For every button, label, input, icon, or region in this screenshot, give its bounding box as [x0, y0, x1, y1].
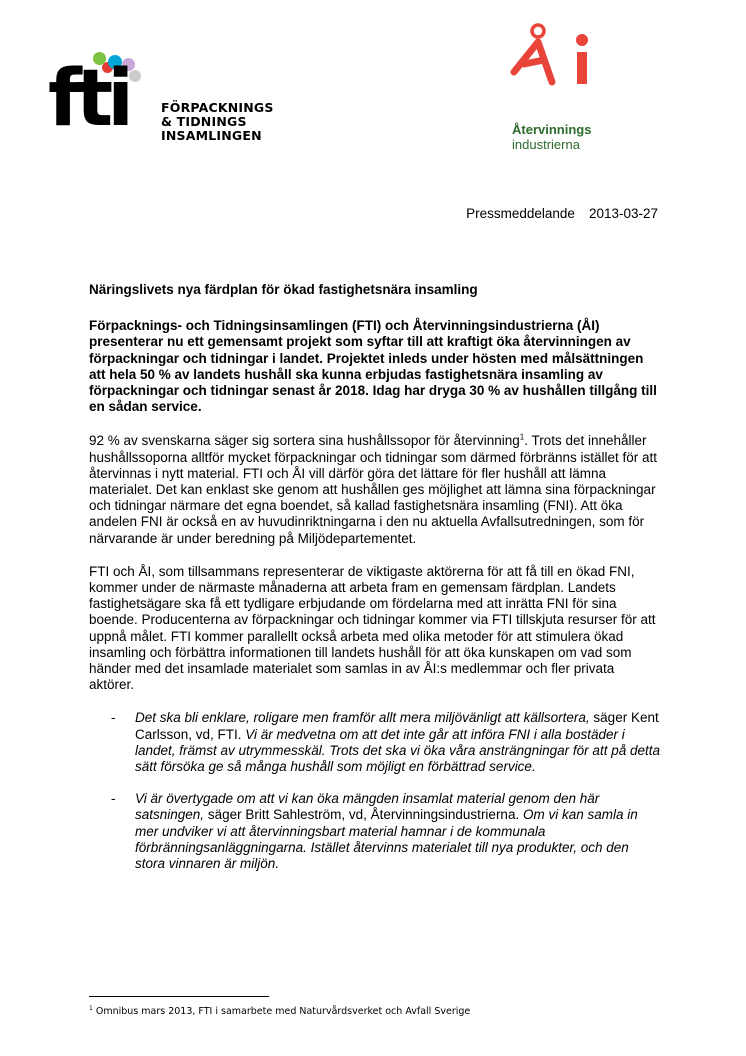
fti-logo-text — [161, 101, 274, 143]
quote-text: Det ska bli enklare, roligare men framför allt mera miljövänligt att källsortera, — [135, 710, 590, 726]
ai-mark-icon — [508, 22, 608, 102]
quote-list — [89, 710, 661, 872]
quote-item — [89, 791, 661, 872]
paragraph-text: 92 % av svenskarna säger sig sortera sina hushållssopor för återvinning — [89, 433, 520, 449]
fti-wordmark: fti — [48, 54, 128, 144]
ai-logo — [502, 22, 622, 162]
ai-logo-name-line2: industrierna — [512, 137, 580, 152]
footnote-separator — [89, 996, 269, 997]
fti-dot-grey — [129, 70, 141, 82]
quote-text: Vi är övertygade om att vi kan öka mängden insamlat material genom den här satsningen, — [135, 791, 600, 823]
footnote — [89, 1006, 470, 1017]
quote-text: Vi är medvetna om att det inte går att införa FNI i alla bostäder i landet, främst av utrymmesskäl. Trots det ska vi öka våra ansträngningar för att på detta sätt försöka ge så många hushåll som möjligt en förbättrad service. — [135, 726, 660, 775]
press-date: 2013-03-27 — [588, 206, 658, 221]
paragraph-text: . Trots det innehåller hushållssoporna alltför mycket förpackningar och tidningar som därmed förbränns istället för att återvinnas i nytt material. FTI och ÅI vill därför göra det lättare för fler hushåll att lämna materialet. Det kan enklast ske genom att hushållen ges möjlighet att lämna sina förpackningar och tidningar närmare det egna boendet, så kallad fastighetsnära insamling (FNI). Att öka andelen FNI är också en av huvudinriktningarna i den nu aktuella Avfallsutredningen, som för närvarande är under beredning på Miljödepartementet. — [89, 433, 658, 546]
article-paragraph-2: FTI och ÅI, som tillsammans representerar de viktigaste aktörerna för att få till en ökad FNI, kommer under de närmaste månaderna att arbeta fram en gemensam färdplan. Landets fastighetsägare ska få ett tydligare erbjudande om fördelarna med att inrätta FNI för sina boende. Producenterna av förpackningar och tidningar kommer via FTI tillskjuta resurser för att uppnå målet. FTI kommer parallellt också arbeta med olika metoder för att stimulera ökad insamling och förbättra informationen till landets hushåll för att öka kunskapen om vad som händer med det insamlade materialet som samlas in av ÅI:s medlemmar och fler privata aktörer. — [89, 563, 656, 693]
quote-item — [89, 710, 661, 775]
article-lead: Förpacknings- och Tidningsinsamlingen (FTI) och Återvinningsindustrierna (ÅI) presenterar nu ett gemensamt projekt som syftar till att kraftigt öka återvinningen av förpackningar och tidningar i landet. Projektet inleds under hösten med målsättningen att hela 50 % av landets hushåll ska kunna erbjudas fastighetsnära insamling av förpackningar och tidningar senast år 2018. Idag har dryga 30 % av hushållen tillgång till en sådan service. — [89, 318, 657, 415]
footnote-text: Omnibus mars 2013, FTI i samarbete med Naturvårdsverket och Avfall Sverige — [92, 1006, 471, 1017]
article-paragraph-1 — [89, 433, 661, 546]
ai-logo-name-line1: Återvinnings — [512, 122, 592, 137]
quote-attribution: säger Kent Carlsson, vd, FTI. — [135, 710, 659, 742]
list-dash: - — [111, 791, 116, 807]
quote-attribution: säger Britt Sahleström, vd, Återvinningsindustrierna. — [204, 807, 520, 823]
quote-text: Om vi kan samla in mer undviker vi att återvinningsbart material hamnar i de kommunala förbränningsanläggningarna. Istället återvinns materialet till nya produkter, och den stora vinnaren är miljön. — [135, 807, 638, 872]
press-header — [466, 206, 658, 221]
fti-logo-line: & TIDNINGS — [161, 114, 247, 129]
article-body — [89, 282, 661, 888]
ai-logo-text — [512, 122, 591, 152]
footnote-reference: 1 — [519, 432, 525, 442]
article-title: Näringslivets nya färdplan för ökad fastighetsnära insamling — [89, 282, 478, 297]
press-label: Pressmeddelande — [466, 206, 575, 221]
fti-logo-line: FÖRPACKNINGS — [161, 100, 274, 115]
footnote-number: 1 — [89, 1004, 93, 1012]
fti-logo-line: INSAMLINGEN — [161, 128, 262, 143]
list-dash: - — [111, 710, 116, 726]
fti-logo — [48, 52, 288, 152]
